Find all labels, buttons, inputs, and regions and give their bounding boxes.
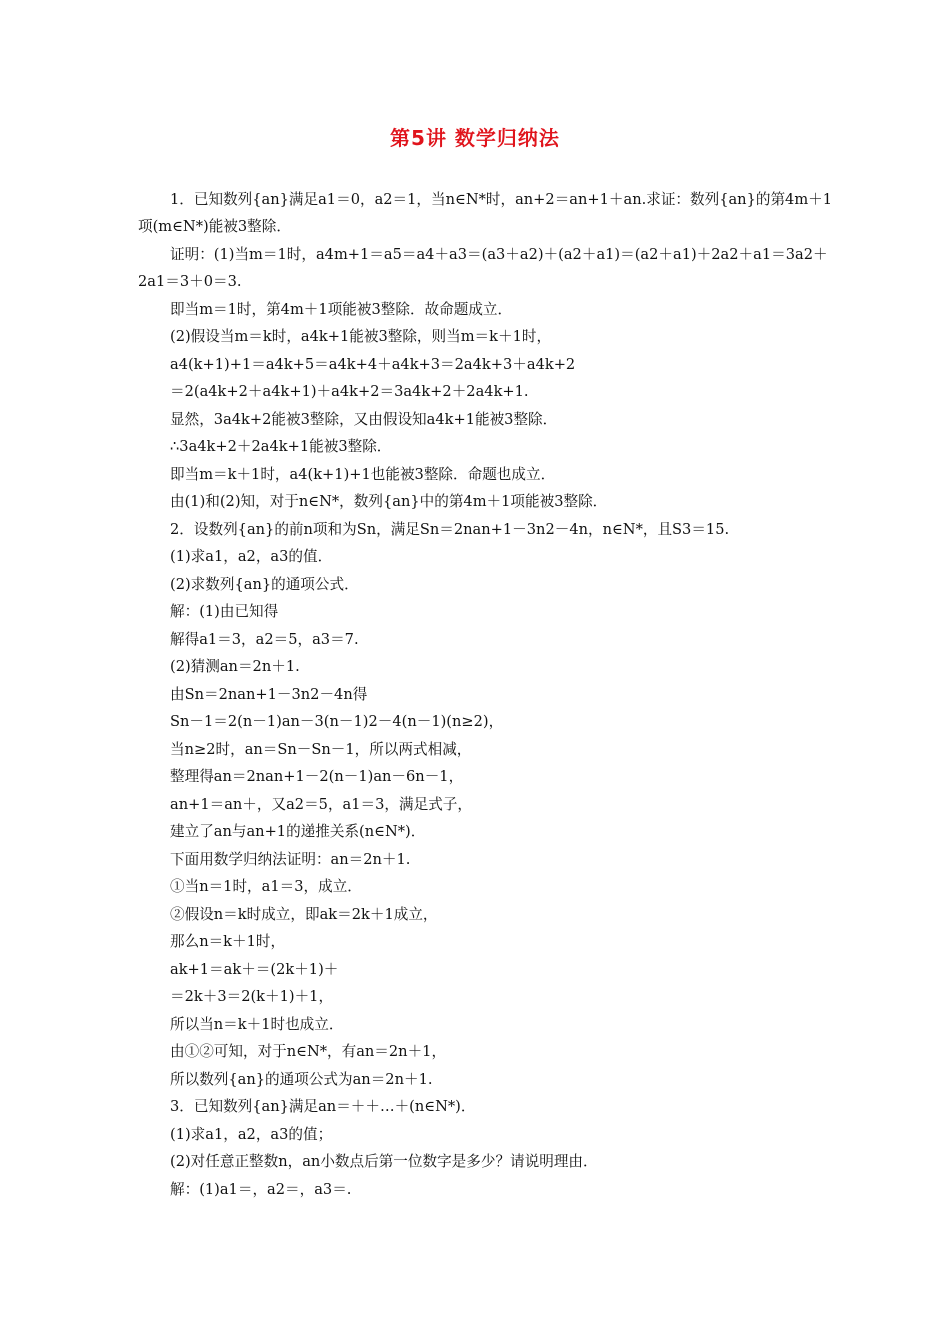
text-line: 由①②可知，对于n∈N*，有an＝2n＋1， — [170, 1043, 447, 1060]
text-line: Sn－1＝2(n－1)an－3(n－1)2－4(n－1)(n≥2)， — [170, 713, 504, 730]
text-line: 当n≥2时，an＝Sn－Sn－1，所以两式相减， — [170, 741, 472, 758]
text-line: (1)求a1，a2，a3的值； — [170, 1126, 333, 1143]
text-line: ∴3a4k+2＋2a4k+1能被3整除． — [170, 438, 392, 455]
text-line: 整理得an＝2nan+1－2(n－1)an－6n－1， — [170, 768, 464, 785]
text-line: 解：(1)由已知得 — [170, 603, 279, 620]
text-line: an+1＝an＋，又a2＝5，a1＝3，满足式子， — [170, 796, 472, 813]
text-line: a4(k+1)+1＝a4k+5＝a4k+4＋a4k+3＝2a4k+3＋a4k+2 — [170, 356, 576, 373]
text-line: 那么n＝k＋1时， — [170, 933, 286, 950]
text-line: 下面用数学归纳法证明：an＝2n＋1. — [170, 851, 411, 868]
text-line: ＝2(a4k+2＋a4k+1)＋a4k+2＝3a4k+2＋2a4k+1. — [170, 383, 529, 400]
text-line: (1)求a1，a2，a3的值． — [170, 548, 333, 565]
text-line: 建立了an与an+1的递推关系(n∈N*)． — [170, 823, 426, 840]
text-line: ①当n＝1时，a1＝3，成立． — [170, 878, 362, 895]
text-line: 所以当n＝k＋1时也成立． — [170, 1016, 344, 1033]
text-line: 即当m＝k＋1时，a4(k+1)+1也能被3整除．命题也成立． — [170, 466, 556, 483]
text-line: ＝2k＋3＝2(k＋1)＋1， — [170, 988, 334, 1005]
text-line: 2．设数列{an}的前n项和为Sn，满足Sn＝2nan+1－3n2－4n，n∈N*，且S3＝15. — [170, 521, 730, 538]
text-line: 1．已知数列{an}满足a1＝0，a2＝1，当n∈N*时，an+2＝an+1＋an.求证：数列{an}的第4m＋1 — [170, 191, 833, 208]
text-line: 由(1)和(2)知，对于n∈N*，数列{an}中的第4m＋1项能被3整除． — [170, 493, 608, 510]
text-line: 解得a1＝3，a2＝5，a3＝7. — [170, 631, 359, 648]
text-line: 解：(1)a1＝，a2＝，a3＝. — [170, 1181, 352, 1198]
text-line: 2a1＝3＋0＝3. — [138, 273, 242, 290]
text-line: 显然，3a4k+2能被3整除，又由假设知a4k+1能被3整除． — [170, 411, 558, 428]
text-line: (2)对任意正整数n，an小数点后第一位数字是多少？请说明理由． — [170, 1153, 598, 1170]
document-title: 第5讲 数学归纳法 — [390, 126, 560, 150]
text-line: 即当m＝1时，第4m＋1项能被3整除．故命题成立． — [170, 301, 513, 318]
text-line: 所以数列{an}的通项公式为an＝2n＋1. — [170, 1071, 433, 1088]
text-line: (2)假设当m＝k时，a4k+1能被3整除，则当m＝k＋1时， — [170, 328, 552, 345]
text-line: 证明：(1)当m＝1时，a4m+1＝a5＝a4＋a3＝(a3＋a2)＋(a2＋a1)＝(a2＋a1)＋2a2＋a1＝3a2＋ — [170, 246, 828, 263]
text-line: ②假设n＝k时成立，即ak＝2k＋1成立， — [170, 906, 438, 923]
text-line: (2)求数列{an}的通项公式． — [170, 576, 359, 593]
text-line: (2)猜测an＝2n＋1. — [170, 658, 300, 675]
text-line: 3．已知数列{an}满足an＝＋＋…＋(n∈N*)． — [170, 1098, 476, 1115]
text-line: ak+1＝ak＋＝(2k＋1)＋ — [170, 961, 339, 978]
text-line: 由Sn＝2nan+1－3n2－4n得 — [170, 686, 368, 703]
text-line: 项(m∈N*)能被3整除． — [138, 218, 291, 235]
